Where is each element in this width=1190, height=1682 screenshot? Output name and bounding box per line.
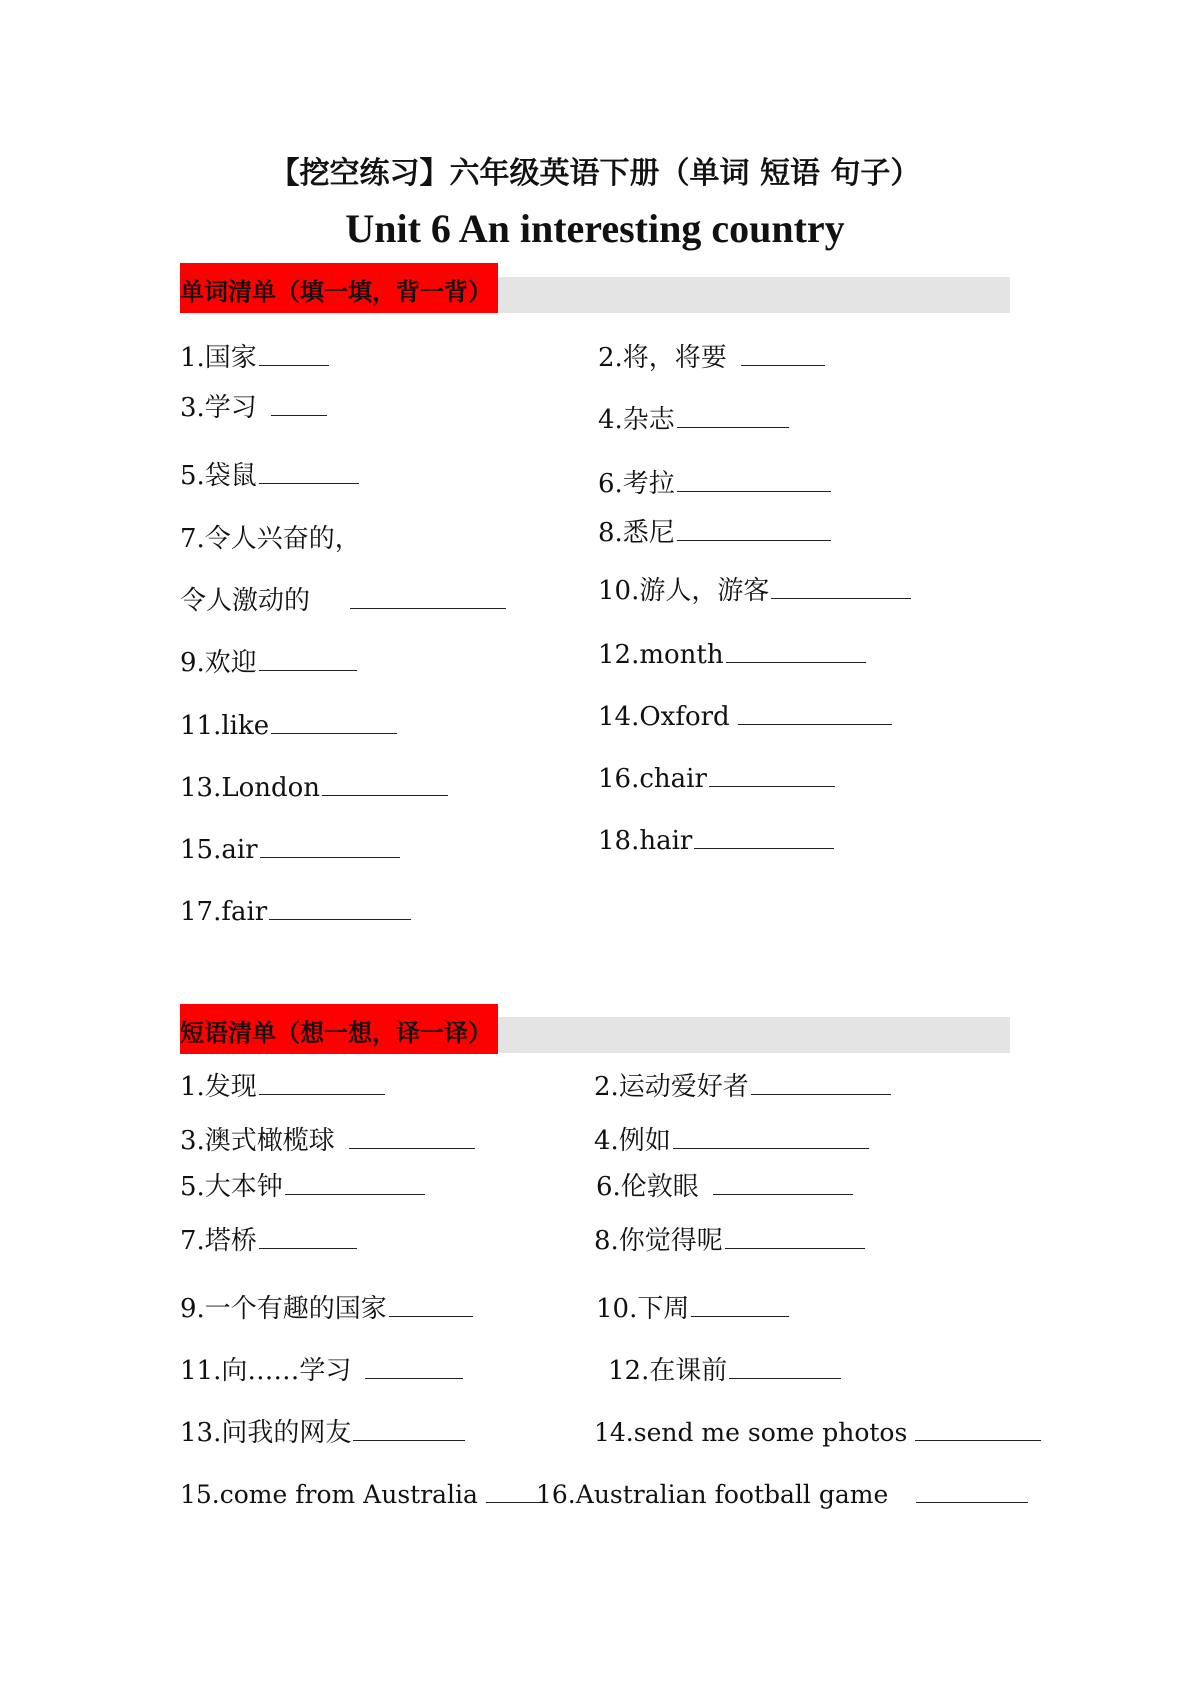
phrase-item: 9.一个有趣的国家: [180, 1292, 473, 1326]
phrase-item: 4.例如: [594, 1124, 869, 1158]
word-item: 6.考拉: [598, 467, 831, 501]
word-item: 18.hair: [598, 824, 834, 858]
phrase-item: 15.come from Australia: [180, 1478, 542, 1512]
word-item: 8.悉尼: [598, 516, 831, 550]
word-item: 15.air: [180, 833, 400, 867]
phrase-item: 10.下周: [596, 1292, 789, 1326]
word-item: 2.将，将要: [598, 341, 825, 375]
phrase-item: 8.你觉得呢: [594, 1224, 865, 1258]
phrase-item: 2.运动爱好者: [594, 1070, 891, 1104]
word-item: 令人激动的: [180, 584, 506, 618]
section-label-words: 单词清单（填一填，背一背）: [180, 263, 498, 313]
word-item: 5.袋鼠: [180, 459, 359, 493]
word-item: 17.fair: [180, 895, 411, 929]
phrase-item: 11.向……学习: [180, 1354, 463, 1388]
word-item: 3.学习: [180, 391, 327, 425]
word-item: 4.杂志: [598, 403, 789, 437]
word-item: 1.国家: [180, 341, 329, 375]
phrase-item: 16.Australian football game: [536, 1478, 1028, 1512]
word-item: 14.Oxford: [598, 700, 892, 734]
word-item: 12.month: [598, 638, 866, 672]
word-item: 13.London: [180, 771, 448, 805]
section-label-phrases: 短语清单（想一想，译一译）: [180, 1004, 498, 1054]
phrase-item: 3.澳式橄榄球: [180, 1124, 475, 1158]
phrase-item: 5.大本钟: [180, 1170, 425, 1204]
phrase-item: 1.发现: [180, 1070, 385, 1104]
page-title-unit: Unit 6 An interesting country: [345, 206, 845, 251]
word-item: 10.游人，游客: [598, 574, 911, 608]
word-item: 11.like: [180, 709, 397, 743]
phrase-item: 7.塔桥: [180, 1224, 357, 1258]
word-item: 7.令人兴奋的，: [180, 524, 361, 554]
phrase-item: 12.在课前: [608, 1354, 841, 1388]
page-title-chinese: 【挖空练习】六年级英语下册（单词 短语 句子）: [269, 156, 921, 191]
phrase-item: 13.问我的网友: [180, 1416, 465, 1450]
word-item: 16.chair: [598, 762, 835, 796]
phrase-item: 6.伦敦眼: [596, 1170, 853, 1204]
phrase-item: 14.send me some photos: [594, 1416, 1041, 1450]
word-item: 9.欢迎: [180, 646, 357, 680]
